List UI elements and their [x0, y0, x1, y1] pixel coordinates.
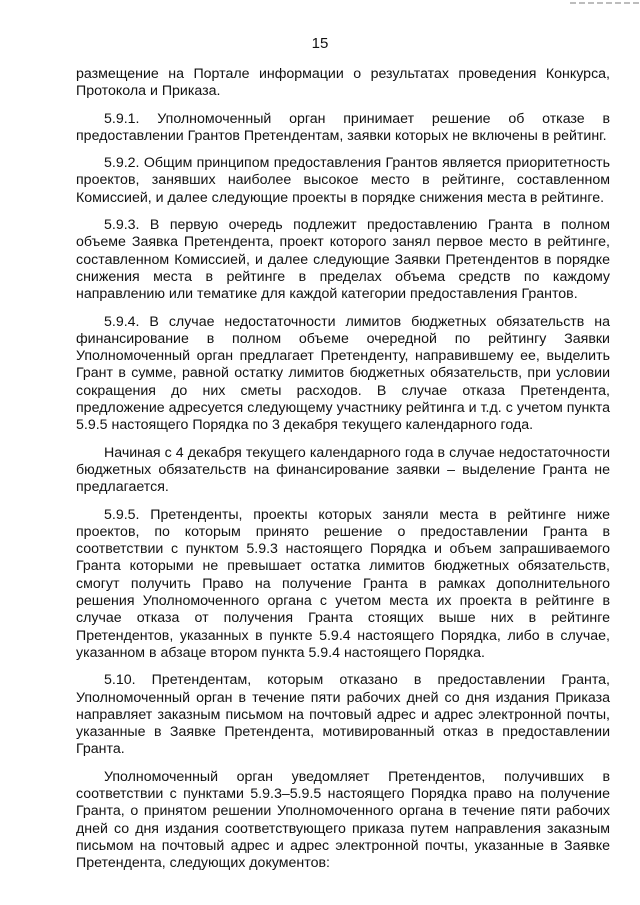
paragraph-5-9-4-second: Начиная с 4 декабря текущего календарного года в случае недостаточности бюджетных обязательств на финансирование заявки – выделение Гранта не предлагается. — [76, 444, 610, 496]
paragraph-5-9-2: 5.9.2. Общим принципом предоставления Грантов является приоритетность проектов, занявших наиболее высокое место в рейтинге, составленном Комиссией, и далее следующие проекты в порядке снижения места в рейтинге. — [76, 155, 610, 206]
paragraph-5-10: 5.10. Претендентам, которым отказано в предоставлении Гранта, Уполномоченный орган в течение пяти рабочих дней со дня издания Приказа направляет заказным письмом на почтовый адрес и адрес электронной почты, указанные в Заявке Претендента, мотивированный отказ в предоставлении Гранта. — [76, 672, 610, 758]
paragraph-continuation: размещение на Портале информации о результатах проведения Конкурса, Протокола и Приказа. — [76, 66, 610, 100]
page-number: 15 — [311, 35, 329, 52]
paragraph-5-9-3: 5.9.3. В первую очередь подлежит предоставлению Гранта в полном объеме Заявка Претендента, проект которого занял первое место в рейтинге, составленном Комиссией, и далее следующие Заявки Претендентов в порядке снижения места в рейтинге в пределах объема средств по каждому направлению или тематике для каждой категории предоставления Грантов. — [76, 217, 610, 303]
document-body — [76, 66, 610, 872]
paragraph-5-9-1: 5.9.1. Уполномоченный орган принимает решение об отказе в предоставлении Грантов Претендентам, заявки которых не включены в рейтинг. — [76, 110, 610, 144]
paragraph-5-10-notification: Уполномоченный орган уведомляет Претендентов, получивших в соответствии с пунктами 5.9.3–5.9.5 настоящего Порядка право на получение Гранта, о принятом решении Уполномоченного органа в течение пяти рабочих дней со дня издания соответствующего приказа путем направления заказным письмом на почтовый адрес и адрес электронной почты, указанные в Заявке Претендента, следующих документов: — [76, 768, 610, 872]
paragraph-5-9-5: 5.9.5. Претенденты, проекты которых заняли места в рейтинге ниже проектов, по которым принято решение о предоставлении Гранта в соответствии с пунктом 5.9.3 настоящего Порядка и объем запрашиваемого Гранта которыми не превышает остатка лимитов бюджетных обязательств, смогут получить Право на получение Гранта в рамках дополнительного решения Уполномоченного органа с учетом места их проекта в рейтинге в случае отказа от получения Гранта стоящих выше них в рейтинге Претендентов, указанных в пункте 5.9.4 настоящего Порядка, либо в случае, указанном в абзаце втором пункта 5.9.4 настоящего Порядка. — [76, 506, 610, 661]
paragraph-5-9-4: 5.9.4. В случае недостаточности лимитов бюджетных обязательств на финансирование в полном объеме очередной по рейтингу Заявки Уполномоченный орган предлагает Претенденту, направившему ее, выделить Грант в сумме, равной остатку лимитов бюджетных обязательств, при условии сокращения до них сметы расходов. В случае отказа Претендента, предложение адресуется следующему участнику рейтинга и т.д. с учетом пункта 5.9.5 настоящего Порядка по 3 декабря текущего календарного года. — [76, 313, 610, 434]
scan-edge-mark — [570, 0, 640, 6]
